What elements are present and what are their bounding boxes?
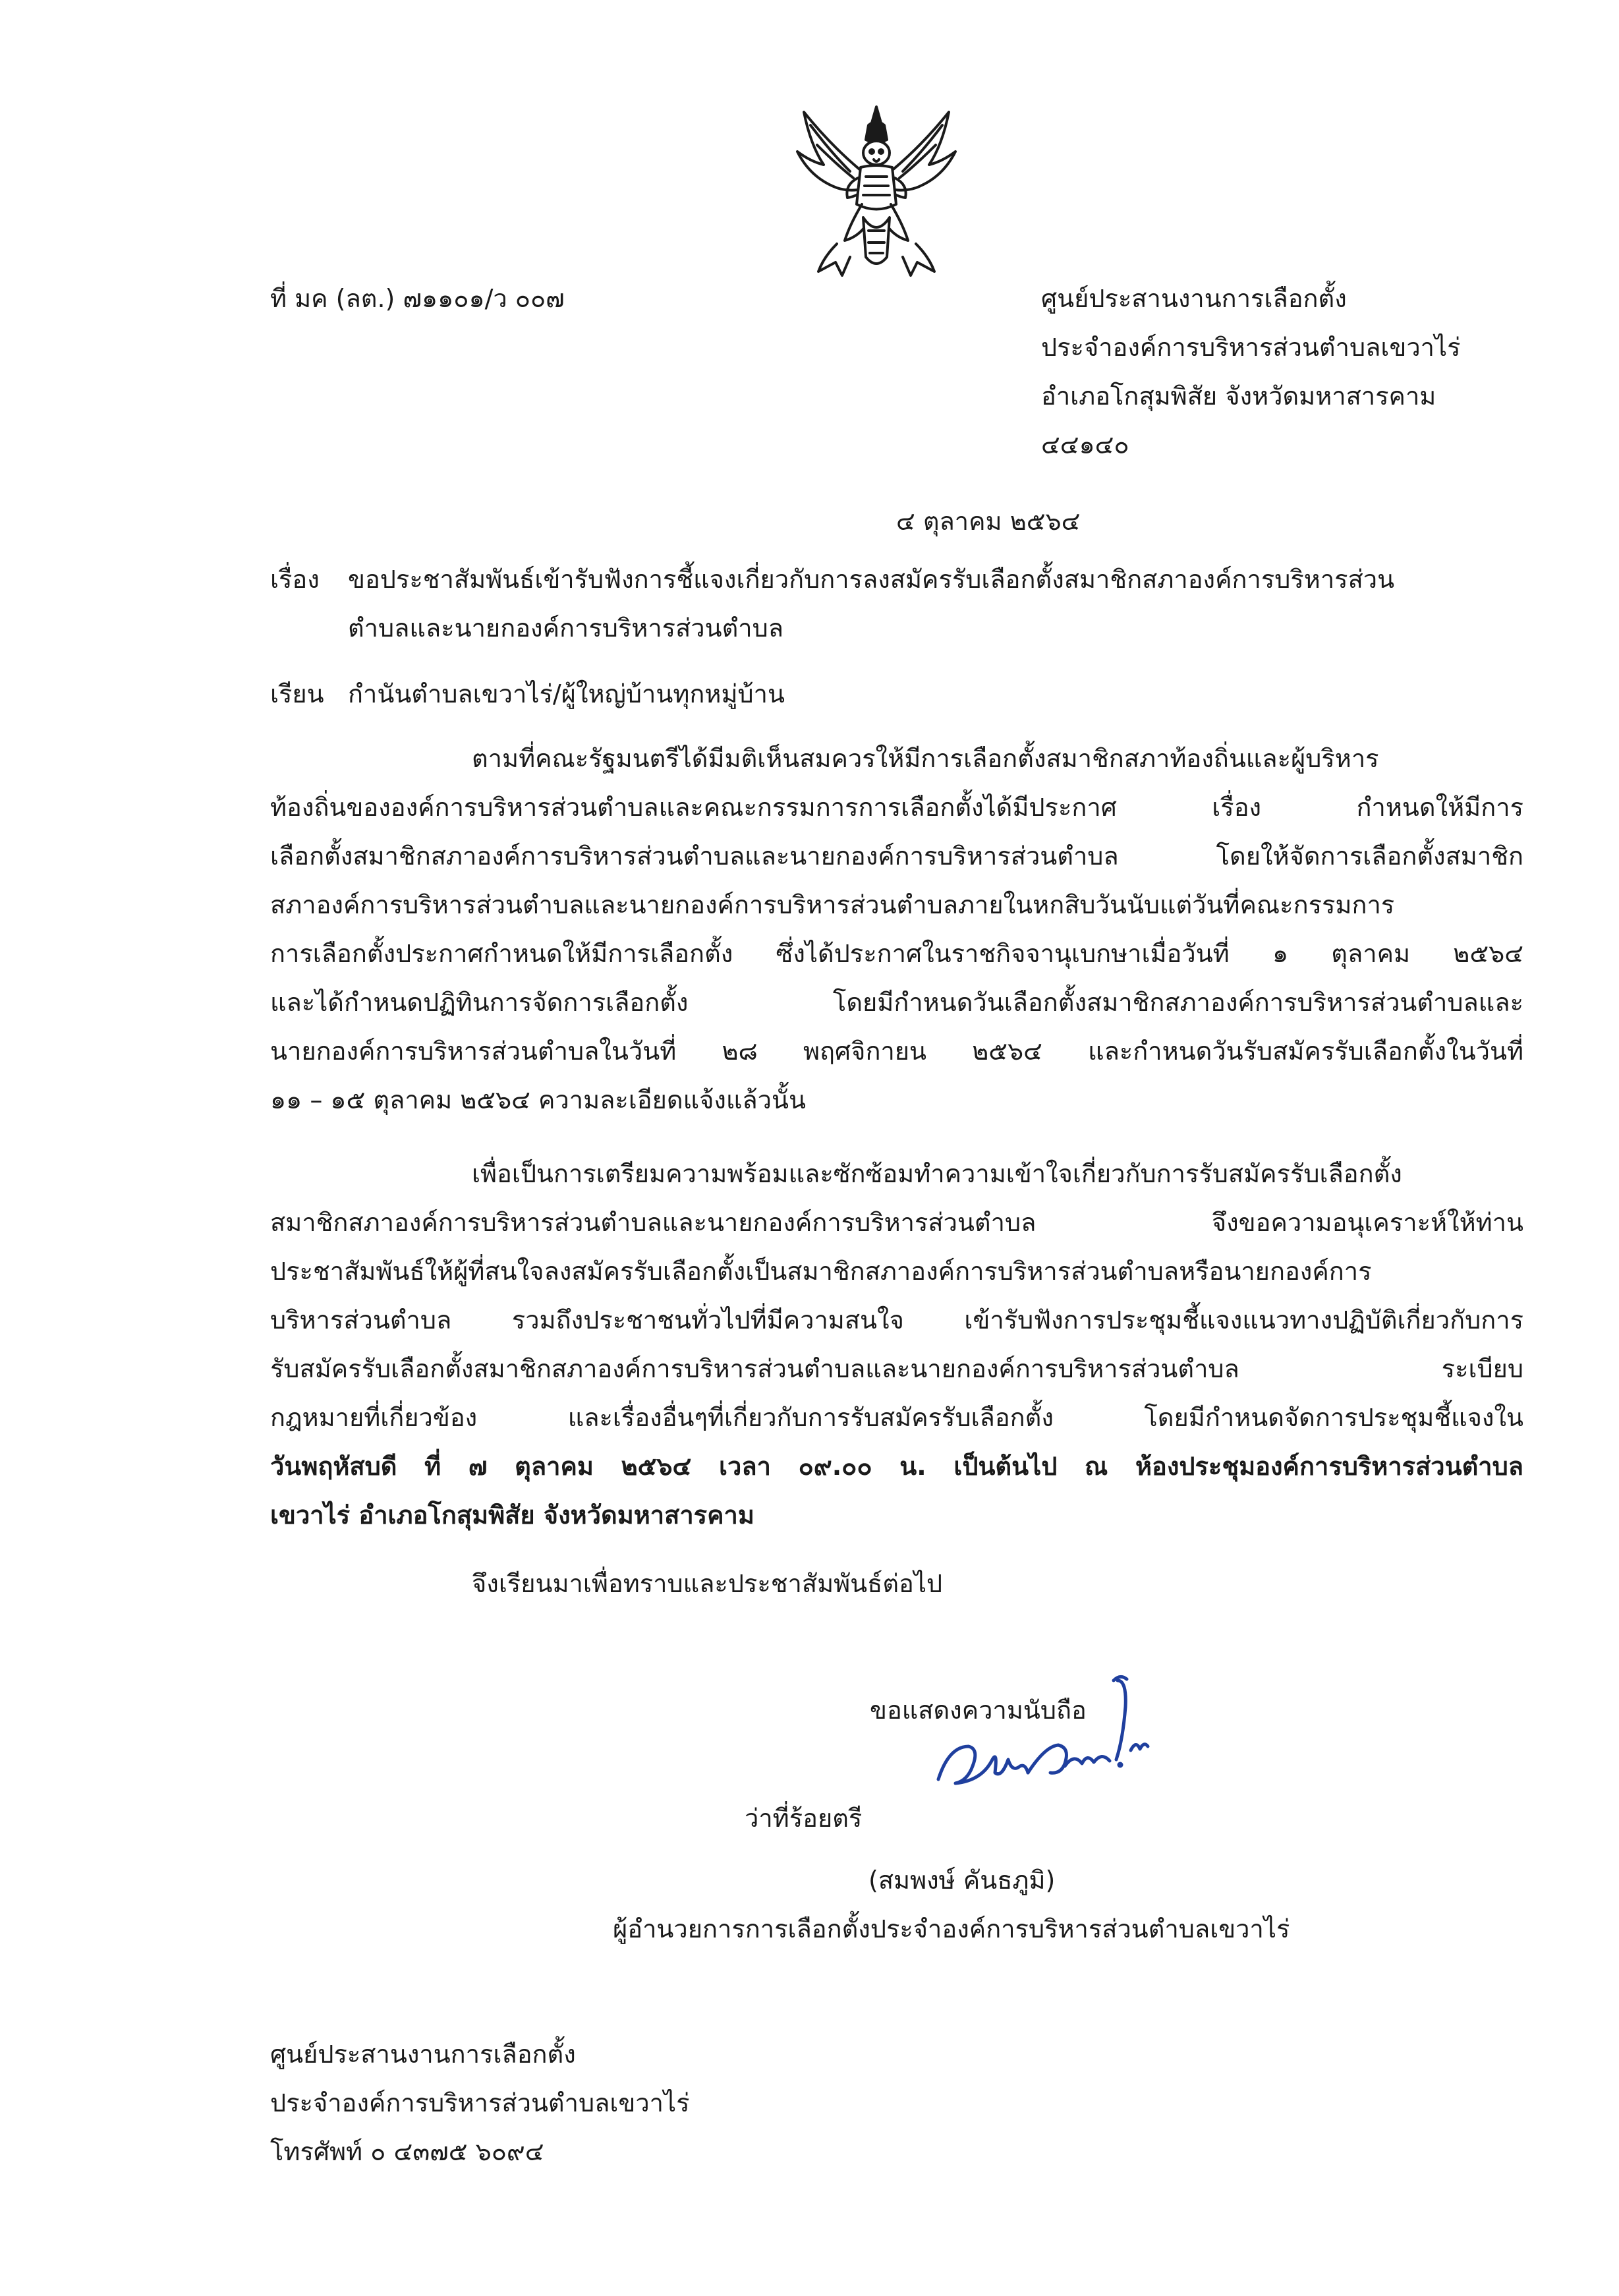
paragraph-line: สมาชิกสภาองค์การบริหารส่วนตำบลและนายกองค์การบริหารส่วนตำบล จึงขอความอนุเคราะห์ให้ท่าน	[270, 1208, 1523, 1237]
paragraph-line: ท้องถิ่นขององค์การบริหารส่วนตำบลและคณะกรรมการการเลือกตั้งได้มีประกาศ เรื่อง กำหนดให้มีการ	[270, 793, 1523, 822]
closing-sentence: จึงเรียนมาเพื่อทราบและประชาสัมพันธ์ต่อไป	[472, 1569, 943, 1598]
paragraph-line: สภาองค์การบริหารส่วนตำบลและนายกองค์การบริหารส่วนตำบลภายในหกสิบวันนับแต่วันที่คณะกรรมการ	[270, 890, 1395, 919]
recipient: กำนันตำบลเขวาไร่/ผู้ใหญ่บ้านทุกหมู่บ้าน	[348, 679, 785, 708]
meeting-location: เขวาไร่ อำเภอโกสุมพิสัย จังหวัดมหาสารคาม	[270, 1501, 754, 1530]
handwritten-signature	[929, 1667, 1153, 1806]
paragraph-line: เพื่อเป็นการเตรียมความพร้อมและซักซ้อมทำความเข้าใจเกี่ยวกับการรับสมัครรับเลือกตั้ง	[472, 1159, 1402, 1188]
sender-line: ศูนย์ประสานงานการเลือกตั้ง	[1041, 284, 1347, 313]
signer-position: ผู้อำนวยการการเลือกตั้งประจำองค์การบริหารส่วนตำบลเขวาไร่	[613, 1914, 1290, 1943]
footer-line: ศูนย์ประสานงานการเลือกตั้ง	[270, 2040, 576, 2069]
paragraph-line: และได้กำหนดปฏิทินการจัดการเลือกตั้ง โดยมีกำหนดวันเลือกตั้งสมาชิกสภาองค์การบริหารส่วนตำบลและ	[270, 988, 1523, 1017]
reference-number: ที่ มค (ลต.) ๗๑๑๐๑/ว ๐๐๗	[270, 284, 565, 313]
paragraph-line: การเลือกตั้งประกาศกำหนดให้มีการเลือกตั้ง ซึ่งได้ประกาศในราชกิจจานุเบกษาเมื่อวันที่ ๑ ตุลาคม ๒๕๖๔	[270, 939, 1523, 968]
subject-line: ขอประชาสัมพันธ์เข้ารับฟังการชี้แจงเกี่ยวกับการลงสมัครรับเลือกตั้งสมาชิกสภาองค์การบริหารส่วน	[348, 565, 1395, 594]
footer-phone: โทรศัพท์ ๐ ๔๓๗๕ ๖๐๙๔	[270, 2137, 544, 2166]
letter-date: ๔ ตุลาคม ๒๕๖๔	[896, 507, 1081, 536]
paragraph-line: ประชาสัมพันธ์ให้ผู้ที่สนใจลงสมัครรับเลือกตั้งเป็นสมาชิกสภาองค์การบริหารส่วนตำบลหรือนายกองค์การ	[270, 1257, 1372, 1286]
meeting-details: วันพฤหัสบดี ที่ ๗ ตุลาคม ๒๕๖๔ เวลา ๐๙.๐๐ น. เป็นต้นไป ณ ห้องประชุมองค์การบริหารส่วนตำบล	[270, 1452, 1523, 1481]
sender-line: ๔๔๑๔๐	[1041, 430, 1129, 459]
salutation: ขอแสดงความนับถือ	[870, 1696, 1087, 1725]
garuda-emblem	[784, 99, 969, 290]
paragraph-line: กฎหมายที่เกี่ยวข้อง และเรื่องอื่นๆที่เกี่ยวกับการรับสมัครรับเลือกตั้ง โดยมีกำหนดจัดการประชุมชี้แจงใน	[270, 1403, 1523, 1432]
footer-line: ประจำองค์การบริหารส่วนตำบลเขวาไร่	[270, 2088, 690, 2117]
subject-label: เรื่อง	[270, 565, 320, 594]
paragraph-line: นายกองค์การบริหารส่วนตำบลในวันที่ ๒๘ พฤศจิกายน ๒๕๖๔ และกำหนดวันรับสมัครรับเลือกตั้งในวันที่	[270, 1037, 1523, 1066]
paragraph-line: ๑๑ – ๑๕ ตุลาคม ๒๕๖๔ ความละเอียดแจ้งแล้วนั้น	[270, 1085, 806, 1114]
sender-line: ประจำองค์การบริหารส่วนตำบลเขวาไร่	[1041, 333, 1461, 362]
paragraph-line: รับสมัครรับเลือกตั้งสมาชิกสภาองค์การบริหารส่วนตำบลและนายกองค์การบริหารส่วนตำบล ระเบียบ	[270, 1354, 1523, 1383]
sender-line: อำเภอโกสุมพิสัย จังหวัดมหาสารคาม	[1041, 382, 1436, 411]
signer-rank: ว่าที่ร้อยตรี	[745, 1804, 863, 1833]
paragraph-line: ตามที่คณะรัฐมนตรีได้มีมติเห็นสมควรให้มีการเลือกตั้งสมาชิกสภาท้องถิ่นและผู้บริหาร	[472, 744, 1379, 773]
signer-name: (สมพงษ์ คันธภูมิ)	[868, 1866, 1056, 1895]
paragraph-line: บริหารส่วนตำบล รวมถึงประชาชนทั่วไปที่มีความสนใจ เข้ารับฟังการประชุมชี้แจงแนวทางปฏิบัติเกี่ยวกับการ	[270, 1306, 1523, 1335]
subject-line: ตำบลและนายกองค์การบริหารส่วนตำบล	[348, 614, 784, 643]
paragraph-line: เลือกตั้งสมาชิกสภาองค์การบริหารส่วนตำบลและนายกองค์การบริหารส่วนตำบล โดยให้จัดการเลือกตั้งสมาชิก	[270, 842, 1523, 871]
recipient-label: เรียน	[270, 679, 324, 708]
